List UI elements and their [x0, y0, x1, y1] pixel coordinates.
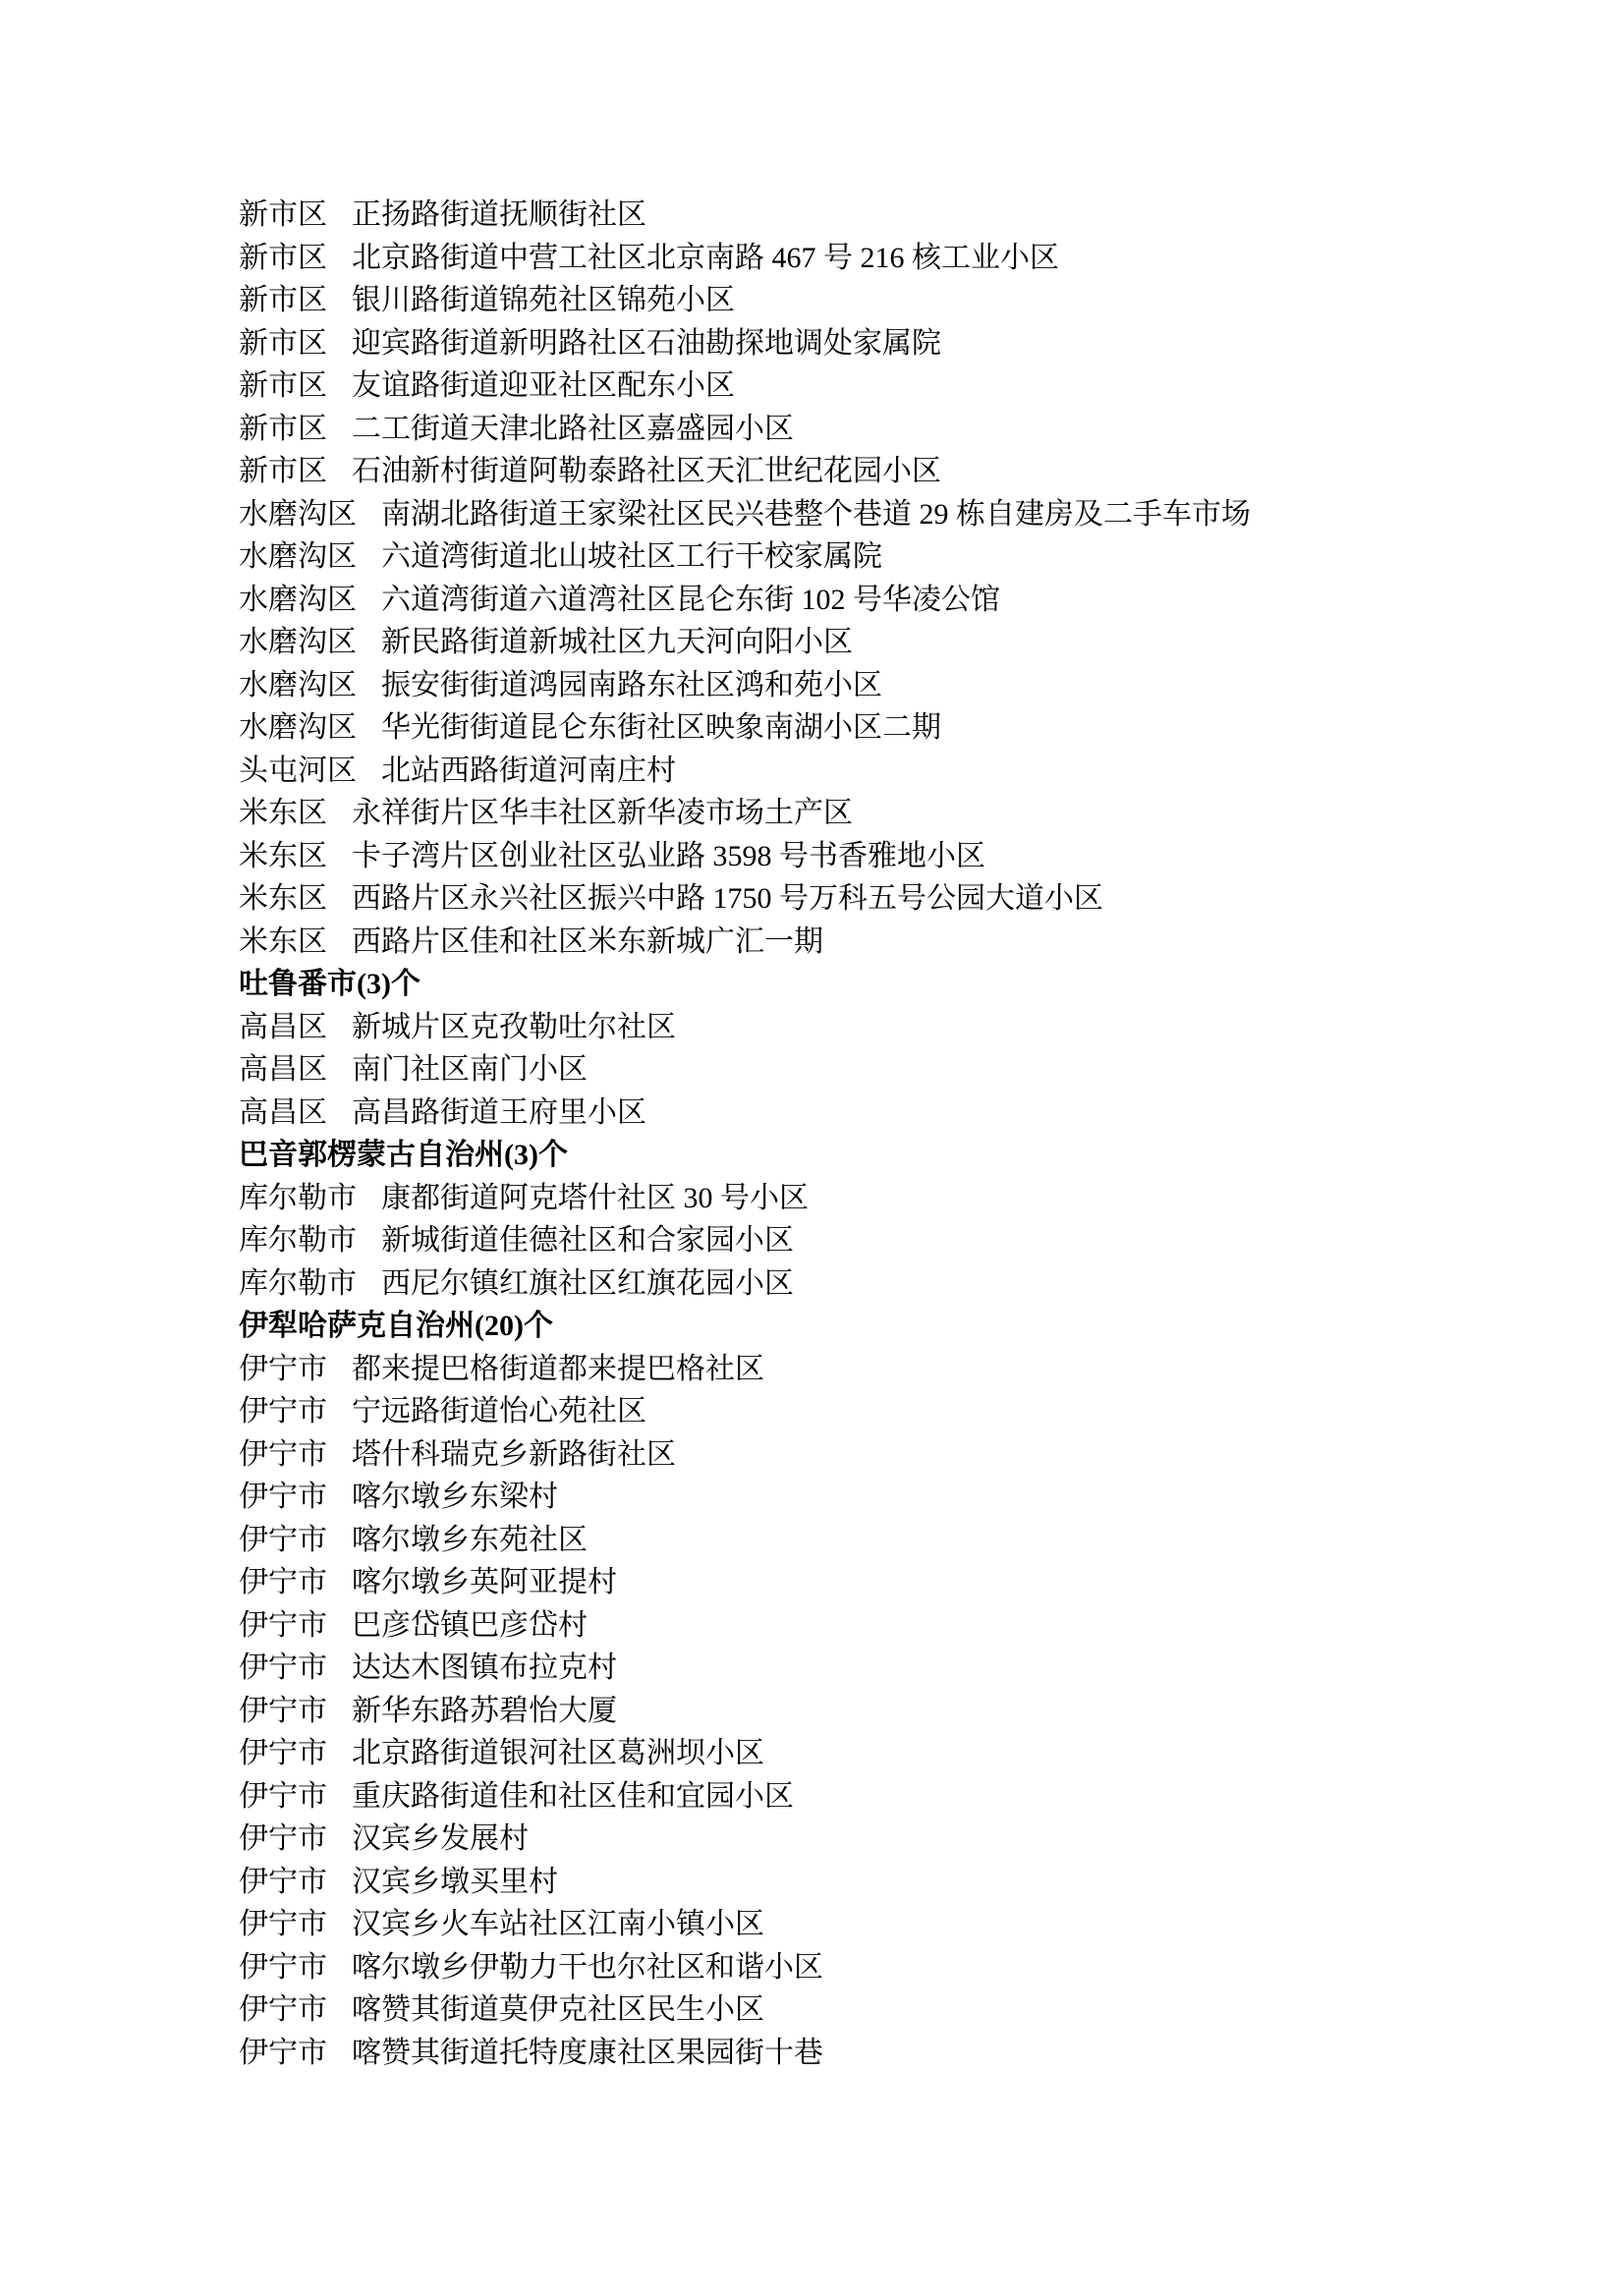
district-label: 伊宁市 — [239, 1566, 327, 1598]
list-item — [239, 1818, 1565, 1861]
community-name: 新城片区克孜勒吐尔社区 — [352, 1010, 676, 1043]
community-name: 汉宾乡发展村 — [352, 1822, 529, 1855]
list-item — [239, 921, 1565, 964]
community-name: 正扬路街道抚顺街社区 — [352, 198, 646, 231]
list-item — [239, 1390, 1565, 1433]
list-item — [239, 579, 1565, 622]
district-label: 水磨沟区 — [239, 583, 357, 616]
district-label: 水磨沟区 — [239, 626, 357, 658]
community-name: 永祥街片区华丰社区新华凌市场土产区 — [352, 797, 853, 829]
district-label: 伊宁市 — [239, 1908, 327, 1940]
community-name: 振安街街道鸿园南路东社区鸿和苑小区 — [381, 668, 882, 701]
district-label: 米东区 — [239, 839, 327, 872]
list-item — [239, 1519, 1565, 1562]
list-item — [239, 1262, 1565, 1306]
list-item — [239, 1988, 1565, 2032]
district-label: 库尔勒市 — [239, 1224, 357, 1257]
section-header: 伊犁哈萨克自治州(20)个 — [239, 1310, 553, 1342]
district-label: 伊宁市 — [239, 1608, 327, 1642]
community-name: 石油新村街道阿勒泰路社区天汇世纪花园小区 — [352, 455, 941, 487]
district-label: 伊宁市 — [239, 1993, 327, 2026]
community-name: 二工街道天津北路社区嘉盛园小区 — [352, 412, 794, 445]
list-item — [239, 750, 1565, 793]
community-name: 西路片区佳和社区米东新城广汇一期 — [352, 924, 823, 958]
community-list — [239, 194, 1565, 2074]
district-label: 新市区 — [239, 198, 327, 231]
district-label: 新市区 — [239, 326, 327, 360]
community-name: 六道湾街道北山坡社区工行干校家属院 — [381, 540, 882, 573]
list-item — [239, 835, 1565, 878]
district-label: 水磨沟区 — [239, 711, 357, 744]
list-item — [239, 1219, 1565, 1262]
list-item — [239, 364, 1565, 408]
community-name: 都来提巴格街道都来提巴格社区 — [352, 1352, 764, 1385]
district-label: 伊宁市 — [239, 1865, 327, 1898]
list-item — [239, 1177, 1565, 1220]
district-label: 伊宁市 — [239, 1651, 327, 1684]
district-label: 米东区 — [239, 924, 327, 958]
list-item — [239, 621, 1565, 664]
district-label: 伊宁市 — [239, 1779, 327, 1813]
list-item — [239, 1604, 1565, 1648]
list-item — [239, 535, 1565, 579]
list-item — [239, 1732, 1565, 1775]
district-label: 伊宁市 — [239, 1737, 327, 1769]
list-item — [239, 194, 1565, 237]
community-name: 喀尔墩乡英阿亚提村 — [352, 1566, 617, 1598]
list-item — [239, 1433, 1565, 1477]
list-item — [239, 706, 1565, 750]
community-name: 西路片区永兴社区振兴中路 1750 号万科五号公园大道小区 — [352, 882, 1103, 915]
community-name: 巴彦岱镇巴彦岱村 — [352, 1608, 588, 1642]
community-name: 喀尔墩乡伊勒力干也尔社区和谐小区 — [352, 1950, 823, 1984]
district-label: 水磨沟区 — [239, 540, 357, 573]
community-name: 新城街道佳德社区和合家园小区 — [381, 1224, 794, 1257]
community-name: 迎宾路街道新明路社区石油勘探地调处家属院 — [352, 326, 941, 360]
list-item — [239, 1092, 1565, 1135]
community-name: 新华东路苏碧怡大厦 — [352, 1694, 617, 1727]
district-label: 新市区 — [239, 455, 327, 487]
list-item — [239, 1561, 1565, 1604]
list-item — [239, 279, 1565, 322]
community-name: 卡子湾片区创业社区弘业路 3598 号书香雅地小区 — [352, 839, 985, 872]
list-item — [239, 664, 1565, 707]
district-label: 新市区 — [239, 369, 327, 402]
district-label: 伊宁市 — [239, 2036, 327, 2069]
district-label: 新市区 — [239, 241, 327, 274]
district-label: 伊宁市 — [239, 1352, 327, 1385]
district-label: 库尔勒市 — [239, 1266, 357, 1300]
district-label: 库尔勒市 — [239, 1181, 357, 1214]
list-item — [239, 1775, 1565, 1819]
community-name: 康都街道阿克塔什社区 30 号小区 — [381, 1181, 809, 1214]
community-name: 塔什科瑞克乡新路街社区 — [352, 1437, 676, 1471]
community-name: 华光街街道昆仑东街社区映象南湖小区二期 — [381, 711, 941, 744]
list-item — [239, 322, 1565, 365]
community-name: 北京路街道银河社区葛洲坝小区 — [352, 1737, 764, 1769]
district-label: 伊宁市 — [239, 1395, 327, 1427]
community-name: 北站西路街道河南庄村 — [381, 754, 676, 787]
district-label: 新市区 — [239, 412, 327, 445]
community-name: 宁远路街道怡心苑社区 — [352, 1395, 646, 1427]
district-label: 米东区 — [239, 797, 327, 829]
district-label: 高昌区 — [239, 1095, 327, 1129]
district-label: 伊宁市 — [239, 1523, 327, 1556]
list-item — [239, 237, 1565, 280]
list-item — [239, 2032, 1565, 2075]
community-name: 重庆路街道佳和社区佳和宜园小区 — [352, 1779, 794, 1813]
community-name: 汉宾乡墩买里村 — [352, 1865, 558, 1898]
list-item — [239, 450, 1565, 493]
district-label: 伊宁市 — [239, 1950, 327, 1984]
community-name: 达达木图镇布拉克村 — [352, 1651, 617, 1684]
list-item — [239, 408, 1565, 451]
community-name: 喀赞其街道莫伊克社区民生小区 — [352, 1993, 764, 2026]
district-label: 伊宁市 — [239, 1481, 327, 1513]
section-header: 吐鲁番市(3)个 — [239, 968, 420, 1000]
list-item — [239, 1348, 1565, 1391]
community-name: 友谊路街道迎亚社区配东小区 — [352, 369, 735, 402]
list-item — [239, 1903, 1565, 1946]
list-item — [239, 1690, 1565, 1733]
list-item — [239, 1946, 1565, 1989]
community-name: 西尼尔镇红旗社区红旗花园小区 — [381, 1266, 794, 1300]
list-item — [239, 1476, 1565, 1519]
district-label: 伊宁市 — [239, 1437, 327, 1471]
district-label: 伊宁市 — [239, 1822, 327, 1855]
list-item — [239, 493, 1565, 536]
list-item — [239, 877, 1565, 921]
community-name: 新民路街道新城社区九天河向阳小区 — [381, 626, 853, 658]
district-label: 水磨沟区 — [239, 668, 357, 701]
community-name: 银川路街道锦苑社区锦苑小区 — [352, 284, 735, 316]
community-name: 喀尔墩乡东苑社区 — [352, 1523, 588, 1556]
list-item — [239, 1006, 1565, 1049]
district-label: 新市区 — [239, 284, 327, 316]
list-item — [239, 1861, 1565, 1904]
district-label: 高昌区 — [239, 1010, 327, 1043]
community-name: 六道湾街道六道湾社区昆仑东街 102 号华凌公馆 — [381, 583, 1000, 616]
district-label: 米东区 — [239, 882, 327, 915]
district-label: 水磨沟区 — [239, 497, 357, 531]
community-name: 喀赞其街道托特度康社区果园街十巷 — [352, 2036, 823, 2069]
community-name: 北京路街道中营工社区北京南路 467 号 216 核工业小区 — [352, 241, 1059, 274]
list-item — [239, 1048, 1565, 1092]
list-item — [239, 792, 1565, 835]
community-name: 汉宾乡火车站社区江南小镇小区 — [352, 1908, 764, 1940]
district-label: 伊宁市 — [239, 1694, 327, 1727]
list-item — [239, 1647, 1565, 1690]
community-name: 高昌路街道王府里小区 — [352, 1095, 646, 1129]
district-label: 高昌区 — [239, 1053, 327, 1086]
community-name: 喀尔墩乡东梁村 — [352, 1481, 558, 1513]
section-header: 巴音郭楞蒙古自治州(3)个 — [239, 1139, 568, 1171]
community-name: 南门社区南门小区 — [352, 1053, 588, 1086]
community-name: 南湖北路街道王家梁社区民兴巷整个巷道 29 栋自建房及二手车市场 — [381, 497, 1251, 531]
district-label: 头屯河区 — [239, 754, 357, 787]
